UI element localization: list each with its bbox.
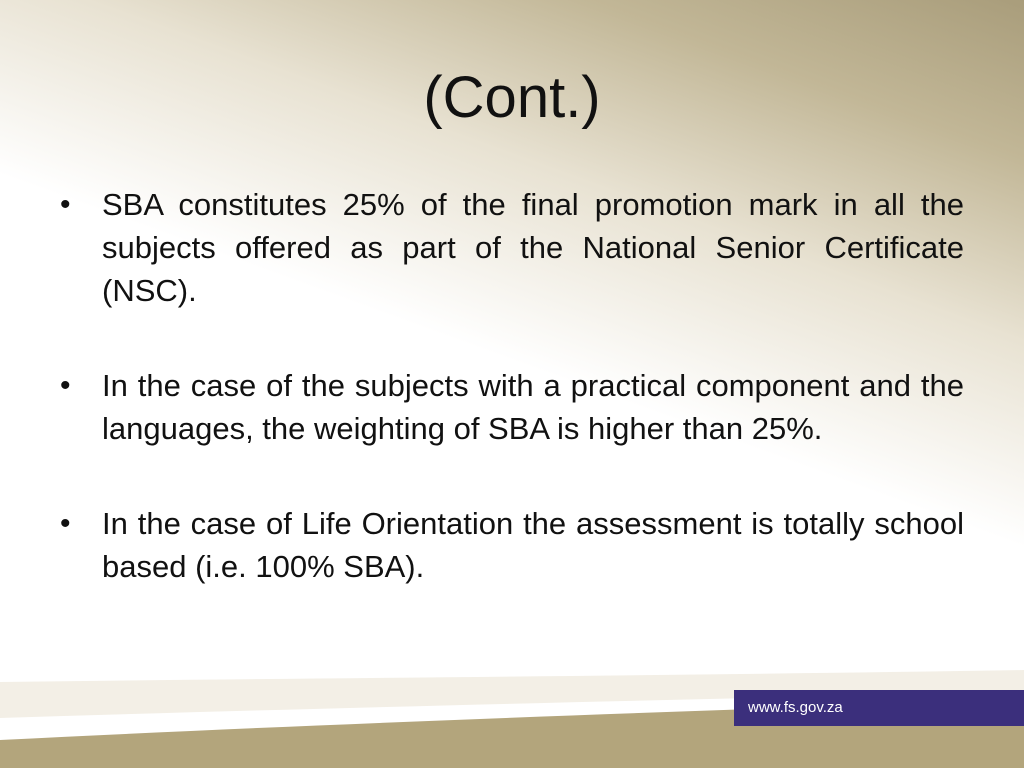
website-link[interactable]: www.fs.gov.za [748,699,843,716]
bullet-item [60,364,964,450]
bullet-text: SBA constitutes 25% of the final promotion mark in all the subjects offered as part of the National Senior Certificate (NSC). [102,187,964,308]
bullet-item [60,502,964,588]
slide-title: (Cont.) [423,65,601,130]
bullet-marker-icon: • [60,507,71,540]
bullet-text: In the case of Life Orientation the assessment is totally school based (i.e. 100% SBA). [102,506,964,584]
bullet-marker-icon: • [60,188,71,221]
bullet-list [60,183,964,640]
bullet-marker-icon: • [60,369,71,402]
website-bar [734,690,1024,726]
bullet-text: In the case of the subjects with a practical component and the languages, the weighting of SBA is higher than 25%. [102,368,964,446]
bullet-item [60,183,964,312]
